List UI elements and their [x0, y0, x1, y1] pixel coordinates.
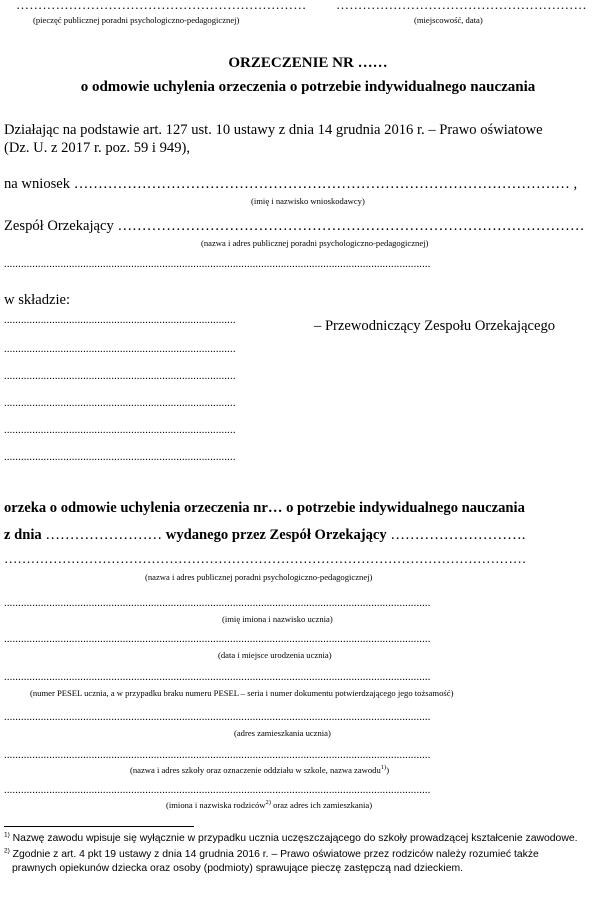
- student-name-caption: (imię imiona i nazwisko ucznia): [222, 614, 333, 624]
- team-field: Zespół Orzekający ……………………………………………………………………………………: [4, 218, 585, 234]
- team-caption: (nazwa i adres publicznej poradni psychologiczno-pedagogicznej): [201, 238, 429, 248]
- chair-label: – Przewodniczący Zespołu Orzekającego: [314, 318, 556, 334]
- school-dots: .......................................................................................................................................................: [4, 750, 431, 761]
- member-dots: ..................................................................................: [4, 452, 236, 463]
- footnote-ref-2: 2): [265, 799, 271, 807]
- address-caption: (adres zamieszkania ucznia): [234, 728, 331, 738]
- ruling-issuer-text: wydanego przez Zespół Orzekający: [165, 527, 387, 543]
- ruling-number-title: ORZECZENIE NR ……: [228, 55, 388, 71]
- pesel-caption: (numer PESEL ucznia, a w przypadku braku numeru PESEL – seria i numer dokumentu potwierdzającego jego tożsamość): [30, 688, 454, 698]
- member-dots: ..................................................................................: [4, 398, 236, 409]
- footnote-2-line-1: $^{2)}$ Zgodnie z art. 4 pkt 19 ustawy z dnia 14 grudnia 2016 r. – Prawo oświatowe przez rodziców należy rozumieć także: [4, 847, 539, 860]
- team-address-dots: .......................................................................................................................................................: [4, 259, 431, 270]
- footnote-2-line-2: prawnych opiekunów dziecka oraz osoby (podmioty) sprawujące pieczę zastępczą nad dzieckiem.: [12, 863, 464, 874]
- member-dots: ..................................................................................: [4, 425, 236, 436]
- clinic-caption: (nazwa i adres publicznej poradni psychologiczno-pedagogicznej): [145, 572, 373, 582]
- footnote-ref-1: 1): [380, 764, 387, 772]
- school-caption: (nazwa i adres szkoły oraz oznaczenie oddziału w szkole, nazwa zawodu$^{1)}$): [130, 764, 390, 775]
- member-dots: ..................................................................................: [4, 344, 236, 355]
- place-date-label: (miejscowość, data): [414, 15, 483, 25]
- birth-caption: (data i miejsce urodzenia ucznia): [218, 650, 332, 660]
- composition-label: w składzie:: [4, 292, 71, 308]
- stamp-dots: …………………………………………………………: [16, 0, 307, 12]
- ruling-date-line: [4, 527, 525, 544]
- ruling-subject-title: o odmowie uchylenia orzeczenia o potrzebie indywidualnego nauczania: [80, 79, 536, 95]
- legal-basis-line-2: (Dz. U. z 2017 r. poz. 59 i 949),: [4, 140, 191, 156]
- footnote-1: $^{1)}$ Nazwę zawodu wpisuje się wyłącznie w przypadku ucznia uczęszczającego do szkoły prowadzącej kształcenie zawodowe.: [4, 831, 578, 844]
- ruling-date-prefix: z dnia: [4, 527, 42, 543]
- parents-dots: .......................................................................................................................................................: [4, 785, 431, 796]
- footnote-separator: [4, 826, 194, 827]
- chair-dots: ..................................................................................: [4, 315, 236, 326]
- clinic-dots: ………………………………………………………………………………………………………: [4, 551, 527, 566]
- pesel-dots: .......................................................................................................................................................: [4, 672, 431, 683]
- birth-dots: .......................................................................................................................................................: [4, 634, 431, 645]
- member-dots: ..................................................................................: [4, 371, 236, 382]
- request-caption: (imię i nazwisko wnioskodawcy): [251, 196, 365, 206]
- ruling-issuer-dots: ……………………….: [390, 527, 526, 543]
- ruling-date-dots: ……………………: [45, 527, 163, 543]
- request-field: na wniosek ………………………………………………………………………………………… ,: [4, 176, 578, 192]
- ruling-statement: orzeka o odmowie uchylenia orzeczenia nr… o potrzebie indywidualnego nauczania: [4, 500, 525, 516]
- stamp-label: (pieczęć publicznej poradni psychologiczno-pedagogicznej): [33, 15, 240, 25]
- address-dots: .......................................................................................................................................................: [4, 712, 431, 723]
- parents-caption: (imiona i nazwiska rodziców$^{2)}$ oraz adres ich zamieszkania): [166, 799, 373, 810]
- student-name-dots: .......................................................................................................................................................: [4, 598, 431, 609]
- place-date-dots: …………………………………………………: [336, 0, 587, 12]
- legal-basis-line-1: Działając na podstawie art. 127 ust. 10 ustawy z dnia 14 grudnia 2016 r. – Prawo oświatowe: [4, 122, 543, 138]
